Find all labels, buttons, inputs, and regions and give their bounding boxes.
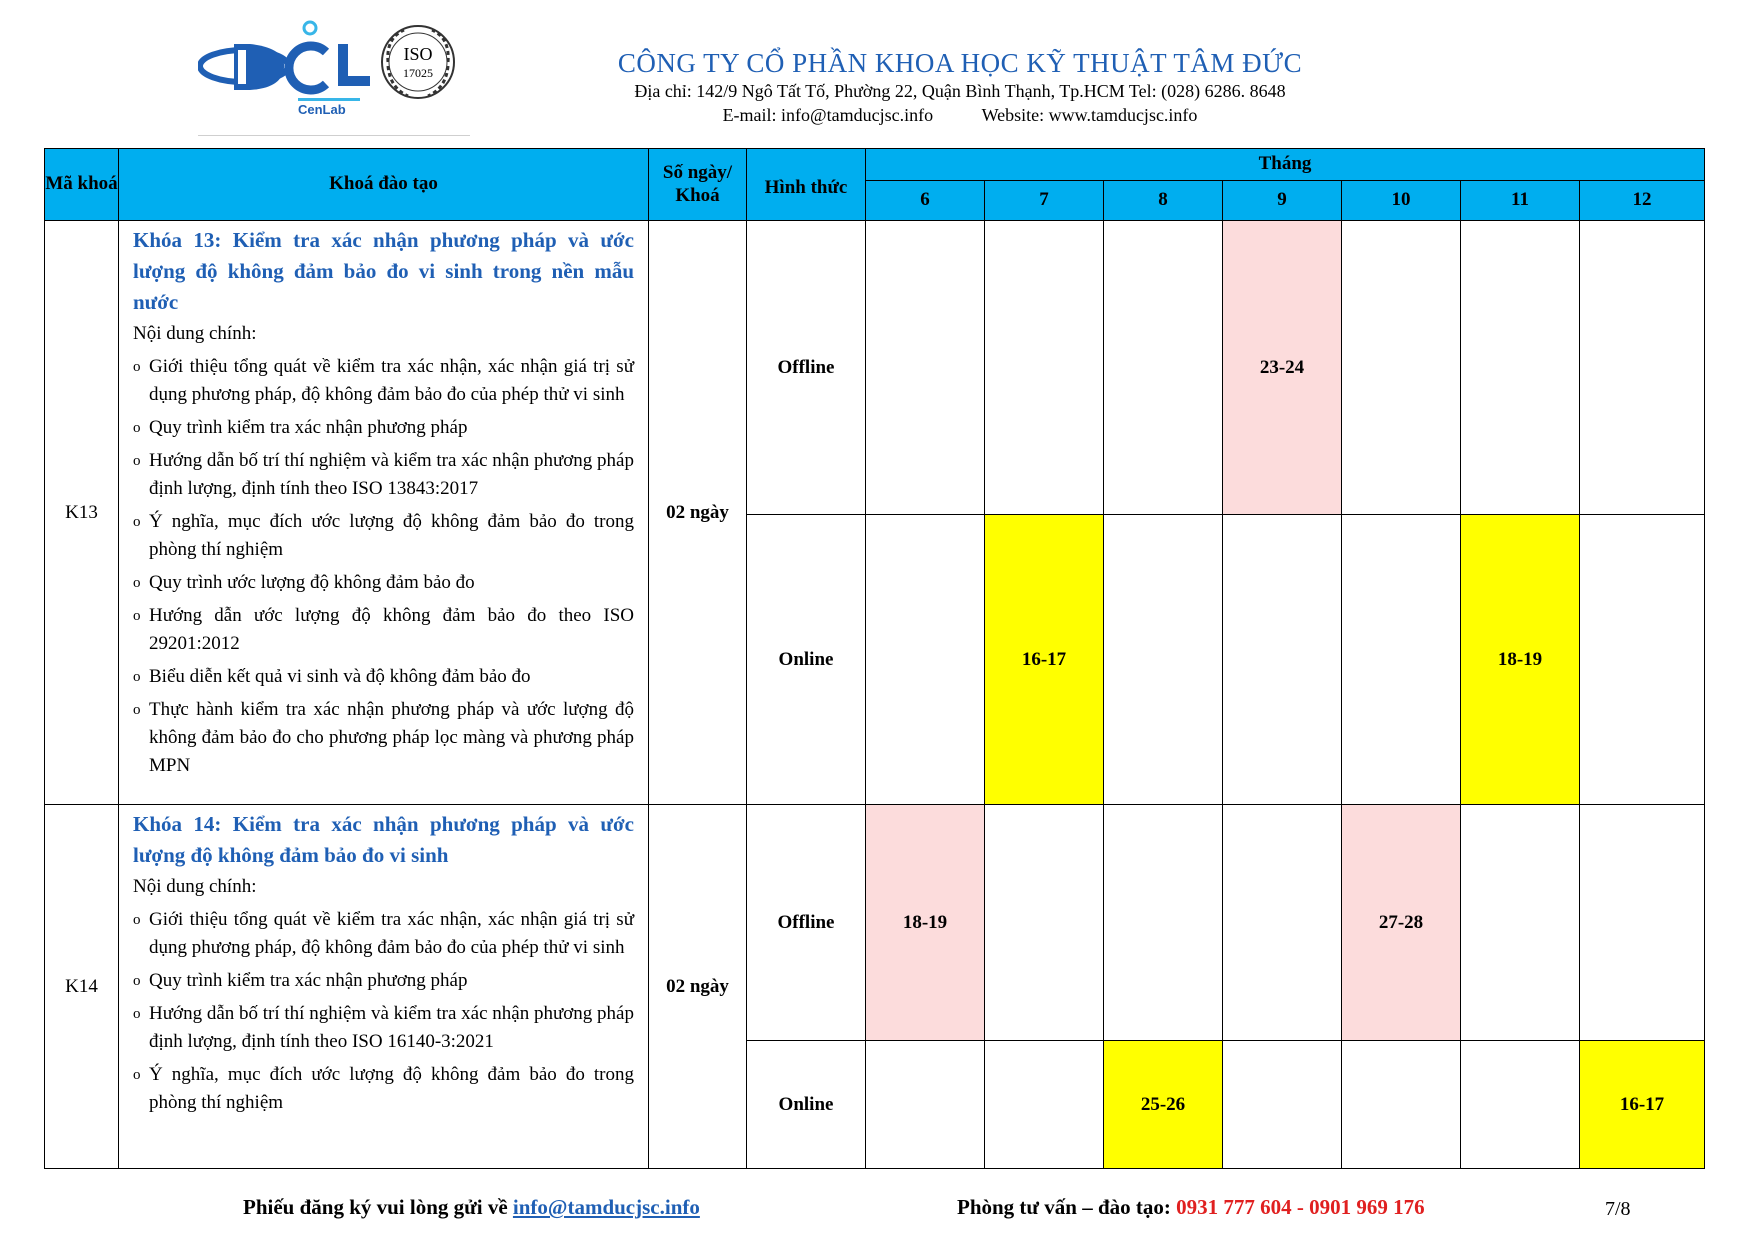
course-content-list [133,353,634,780]
footer-email-link[interactable]: info@tamducjsc.info [512,1195,700,1219]
schedule-cell-offline-date: 27-28 [1342,805,1461,1041]
schedule-cell [1104,515,1223,805]
bullet-circle-icon: o [133,575,141,591]
schedule-cell [1342,1041,1461,1169]
logo-text: CenLab [298,102,346,117]
schedule-cell [1223,515,1342,805]
bullet-text: Hướng dẫn bố trí thí nghiệm và kiểm tra xác nhận phương pháp định lượng, định tính theo ISO 13843:2017 [149,450,634,499]
header-duration: Số ngày/ Khoá [649,149,747,221]
schedule-cell [1580,221,1705,515]
list-item [133,508,634,564]
mode-offline: Offline [747,221,866,515]
month-header: 9 [1223,181,1342,221]
course-code: K13 [45,221,119,805]
bullet-circle-icon: o [133,669,141,685]
course-duration: 02 ngày [649,221,747,805]
schedule-cell [1461,221,1580,515]
schedule-cell-online-date: 16-17 [1580,1041,1705,1169]
list-item [133,967,634,995]
bullet-text: Ý nghĩa, mục đích ước lượng độ không đảm bảo đo trong phòng thí nghiệm [149,511,634,560]
course-subtitle: Nội dung chính: [133,323,257,344]
company-name: CÔNG TY CỔ PHẦN KHOA HỌC KỸ THUẬT TÂM ĐỨC [617,48,1303,78]
company-logo [198,18,470,138]
header-mode: Hình thức [747,149,866,221]
month-header: 6 [866,181,985,221]
schedule-cell [985,1041,1104,1169]
list-item [133,696,634,780]
schedule-cell [1580,805,1705,1041]
month-header: 8 [1104,181,1223,221]
schedule-cell [866,221,985,515]
schedule-cell [1461,1041,1580,1169]
bullet-circle-icon: o [133,359,141,375]
company-contact [560,105,1360,126]
company-email[interactable]: E-mail: info@tamducjsc.info [722,105,934,125]
schedule-cell [1580,515,1705,805]
list-item [133,1061,634,1117]
bullet-circle-icon: o [133,514,141,530]
schedule-cell [1342,515,1461,805]
schedule-cell-online-date: 18-19 [1461,515,1580,805]
bullet-text: Hướng dẫn bố trí thí nghiệm và kiểm tra xác nhận phương pháp định lượng, định tính theo ISO 16140-3:2021 [149,1003,634,1052]
list-item [133,353,634,409]
course-title: Khóa 14: Kiểm tra xác nhận phương pháp và ước lượng độ không đảm bảo đo vi sinh [133,812,634,867]
footer-consult-label: Phòng tư vấn – đào tạo: [957,1195,1171,1219]
course-description [119,805,649,1169]
header-code: Mã khoá [45,149,119,221]
list-item [133,906,634,962]
course-content-list [133,906,634,1117]
month-header: 7 [985,181,1104,221]
bullet-circle-icon: o [133,1006,141,1022]
schedule-cell [866,515,985,805]
list-item [133,602,634,658]
month-header: 12 [1580,181,1705,221]
mode-online: Online [747,1041,866,1169]
list-item [133,569,634,597]
bullet-circle-icon: o [133,973,141,989]
iso-badge-line2: 17025 [403,66,433,80]
month-header: 11 [1461,181,1580,221]
schedule-cell [1461,805,1580,1041]
bullet-text: Giới thiệu tổng quát về kiểm tra xác nhận, xác nhận giá trị sử dụng phương pháp, độ không đảm bảo đo của phép thử vi sinh [149,356,634,405]
course-description [119,221,649,805]
footer-register-text: Phiếu đăng ký vui lòng gửi về [243,1195,508,1219]
schedule-cell-offline-date: 18-19 [866,805,985,1041]
schedule-cell [985,805,1104,1041]
bullet-circle-icon: o [133,420,141,436]
bullet-circle-icon: o [133,608,141,624]
page-number: 7/8 [1605,1198,1631,1220]
bullet-text: Biểu diễn kết quả vi sinh và độ không đảm bảo đo [149,666,531,687]
bullet-text: Thực hành kiểm tra xác nhận phương pháp và ước lượng độ không đảm bảo đo cho phương pháp lọc màng và phương pháp MPN [149,699,634,776]
schedule-cell-online-date: 25-26 [1104,1041,1223,1169]
list-item [133,1000,634,1056]
schedule-cell [1223,805,1342,1041]
header-month: Tháng [866,149,1705,181]
course-duration: 02 ngày [649,805,747,1169]
bullet-circle-icon: o [133,912,141,928]
course-title: Khóa 13: Kiểm tra xác nhận phương pháp và ước lượng độ không đảm bảo đo vi sinh trong nền mẫu nước [133,228,634,314]
footer-consult [957,1195,1425,1220]
mode-offline: Offline [747,805,866,1041]
course-row-k14-offline [45,805,1705,1041]
training-schedule-table [44,148,1705,1169]
schedule-cell-online-date: 16-17 [985,515,1104,805]
bullet-text: Ý nghĩa, mục đích ước lượng độ không đảm bảo đo trong phòng thí nghiệm [149,1064,634,1113]
footer-register [243,1195,700,1220]
bullet-text: Quy trình kiểm tra xác nhận phương pháp [149,417,468,438]
list-item [133,447,634,503]
mode-online: Online [747,515,866,805]
header-course: Khoá đào tạo [119,149,649,221]
footer-phones: 0931 777 604 - 0901 969 176 [1176,1195,1425,1219]
schedule-cell [1104,805,1223,1041]
company-address: Địa chỉ: 142/9 Ngô Tất Tố, Phường 22, Quận Bình Thạnh, Tp.HCM Tel: (028) 6286. 8648 [634,81,1286,101]
bullet-circle-icon: o [133,1067,141,1083]
list-item [133,663,634,691]
schedule-cell [866,1041,985,1169]
course-row-k13-offline [45,221,1705,515]
bullet-circle-icon: o [133,702,141,718]
company-website[interactable]: Website: www.tamducjsc.info [981,105,1198,125]
bullet-text: Hướng dẫn ước lượng độ không đảm bảo đo theo ISO 29201:2012 [149,605,634,654]
bullet-text: Quy trình ước lượng độ không đảm bảo đo [149,572,475,593]
schedule-cell [1104,221,1223,515]
month-header: 10 [1342,181,1461,221]
schedule-cell-offline-date: 23-24 [1223,221,1342,515]
course-subtitle: Nội dung chính: [133,876,257,897]
list-item [133,414,634,442]
schedule-cell [1223,1041,1342,1169]
bullet-circle-icon: o [133,453,141,469]
course-code: K14 [45,805,119,1169]
company-info [560,48,1360,126]
schedule-cell [985,221,1104,515]
bullet-text: Quy trình kiểm tra xác nhận phương pháp [149,970,468,991]
header-rule [198,135,470,136]
iso-badge-line1: ISO [403,44,433,64]
bullet-text: Giới thiệu tổng quát về kiểm tra xác nhận, xác nhận giá trị sử dụng phương pháp, độ không đảm bảo đo của phép thử vi sinh [149,909,634,958]
schedule-cell [1342,221,1461,515]
